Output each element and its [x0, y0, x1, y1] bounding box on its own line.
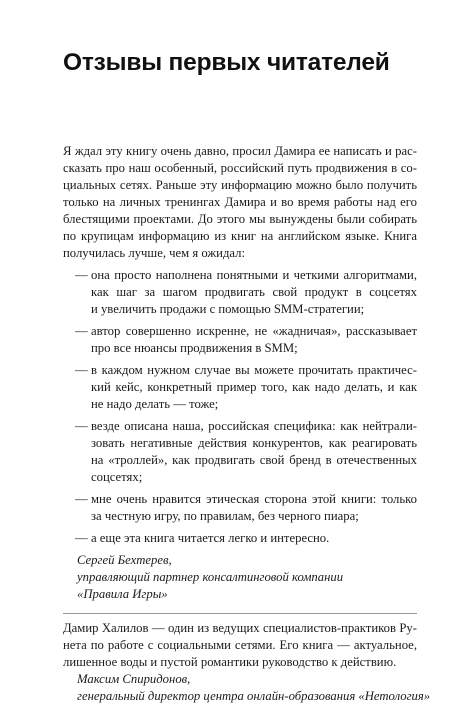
review-1-intro — [63, 143, 417, 262]
review-1-bullet-list — [63, 267, 417, 547]
text-line: соцсетях; — [91, 470, 143, 484]
list-item — [63, 491, 417, 525]
list-item — [63, 530, 417, 547]
text-line: циальных сетях. Раньше эту информацию можно было получить — [63, 178, 417, 192]
text-line: получилась лучше, чем я ожидал: — [63, 246, 246, 260]
text-line: по крупицам информацию из книг на английском языке. Книга — [63, 229, 417, 243]
text-line: и увеличить продажи с помощью SMM-стратегии; — [91, 302, 365, 316]
list-item — [63, 362, 417, 413]
text-line: блестящими проектами. До этого мы вынуждены были собирать — [63, 212, 417, 226]
text-line: за честную игру, по правилам, без черного пиара; — [91, 509, 359, 523]
text-line: не надо делать — тоже; — [91, 397, 219, 411]
text-line: она просто наполнена понятными и четкими алгоритмами, — [91, 268, 417, 282]
reviewer-name: Максим Спиридонов, — [77, 672, 191, 686]
text-line: сказать про наш особенный, российский путь продвижения в со- — [63, 161, 417, 175]
text-line: Я ждал эту книгу очень давно, просил Дамира ее написать и рас- — [63, 144, 417, 158]
list-item — [63, 418, 417, 486]
dash-marker: — — [75, 531, 88, 545]
text-line: зовать негативные действия конкурентов, как реагировать — [91, 436, 417, 450]
text-line: а еще эта книга читается легко и интересно. — [91, 531, 330, 545]
text-line: мне очень нравится этическая сторона этой книги: только — [91, 492, 417, 506]
text-line: автор совершенно искренне, не «жадничая», рассказывает — [91, 324, 417, 338]
reviewer-role: генеральный директор центра онлайн-образования «Нетология» — [77, 689, 431, 703]
text-line: нета по работе с социальными сетями. Его книга — актуальное, — [63, 638, 417, 652]
text-line: про все нюансы продвижения в SMM; — [91, 341, 298, 355]
dash-marker: — — [75, 492, 88, 506]
reviews-body — [63, 143, 431, 705]
review-2-text — [63, 620, 417, 671]
dash-marker: — — [75, 363, 88, 377]
review-1-signature — [63, 552, 417, 603]
reviewer-company: «Правила Игры» — [77, 587, 168, 601]
text-line: везде описана наша, российская специфика: как нейтрали- — [91, 419, 417, 433]
dash-marker: — — [75, 268, 88, 282]
list-item — [63, 323, 417, 357]
text-line: как шаг за шагом продвигать свой продукт в соцсетях — [91, 285, 417, 299]
dash-marker: — — [75, 324, 88, 338]
text-line: в каждом нужном случае вы можете прочитать практичес- — [91, 363, 417, 377]
reviewer-name: Сергей Бехтерев, — [77, 553, 172, 567]
dash-marker: — — [75, 419, 88, 433]
section-divider — [63, 613, 417, 614]
text-line: Дамир Халилов — один из ведущих специалистов-практиков Ру- — [63, 621, 417, 635]
text-line: кий кейс, конкретный пример того, как надо делать, и как — [91, 380, 417, 394]
reviewer-role: управляющий партнер консалтинговой компании — [77, 570, 344, 584]
list-item — [63, 267, 417, 318]
text-line: лишенное воды и пустой романтики руководство к действию. — [63, 655, 397, 669]
page-title: Отзывы первых читателей — [63, 49, 390, 76]
text-line: на «троллей», как продвигать свой бренд в отечественных — [91, 453, 417, 467]
text-line: только на личных тренингах Дамира и во время работы над его — [63, 195, 417, 209]
